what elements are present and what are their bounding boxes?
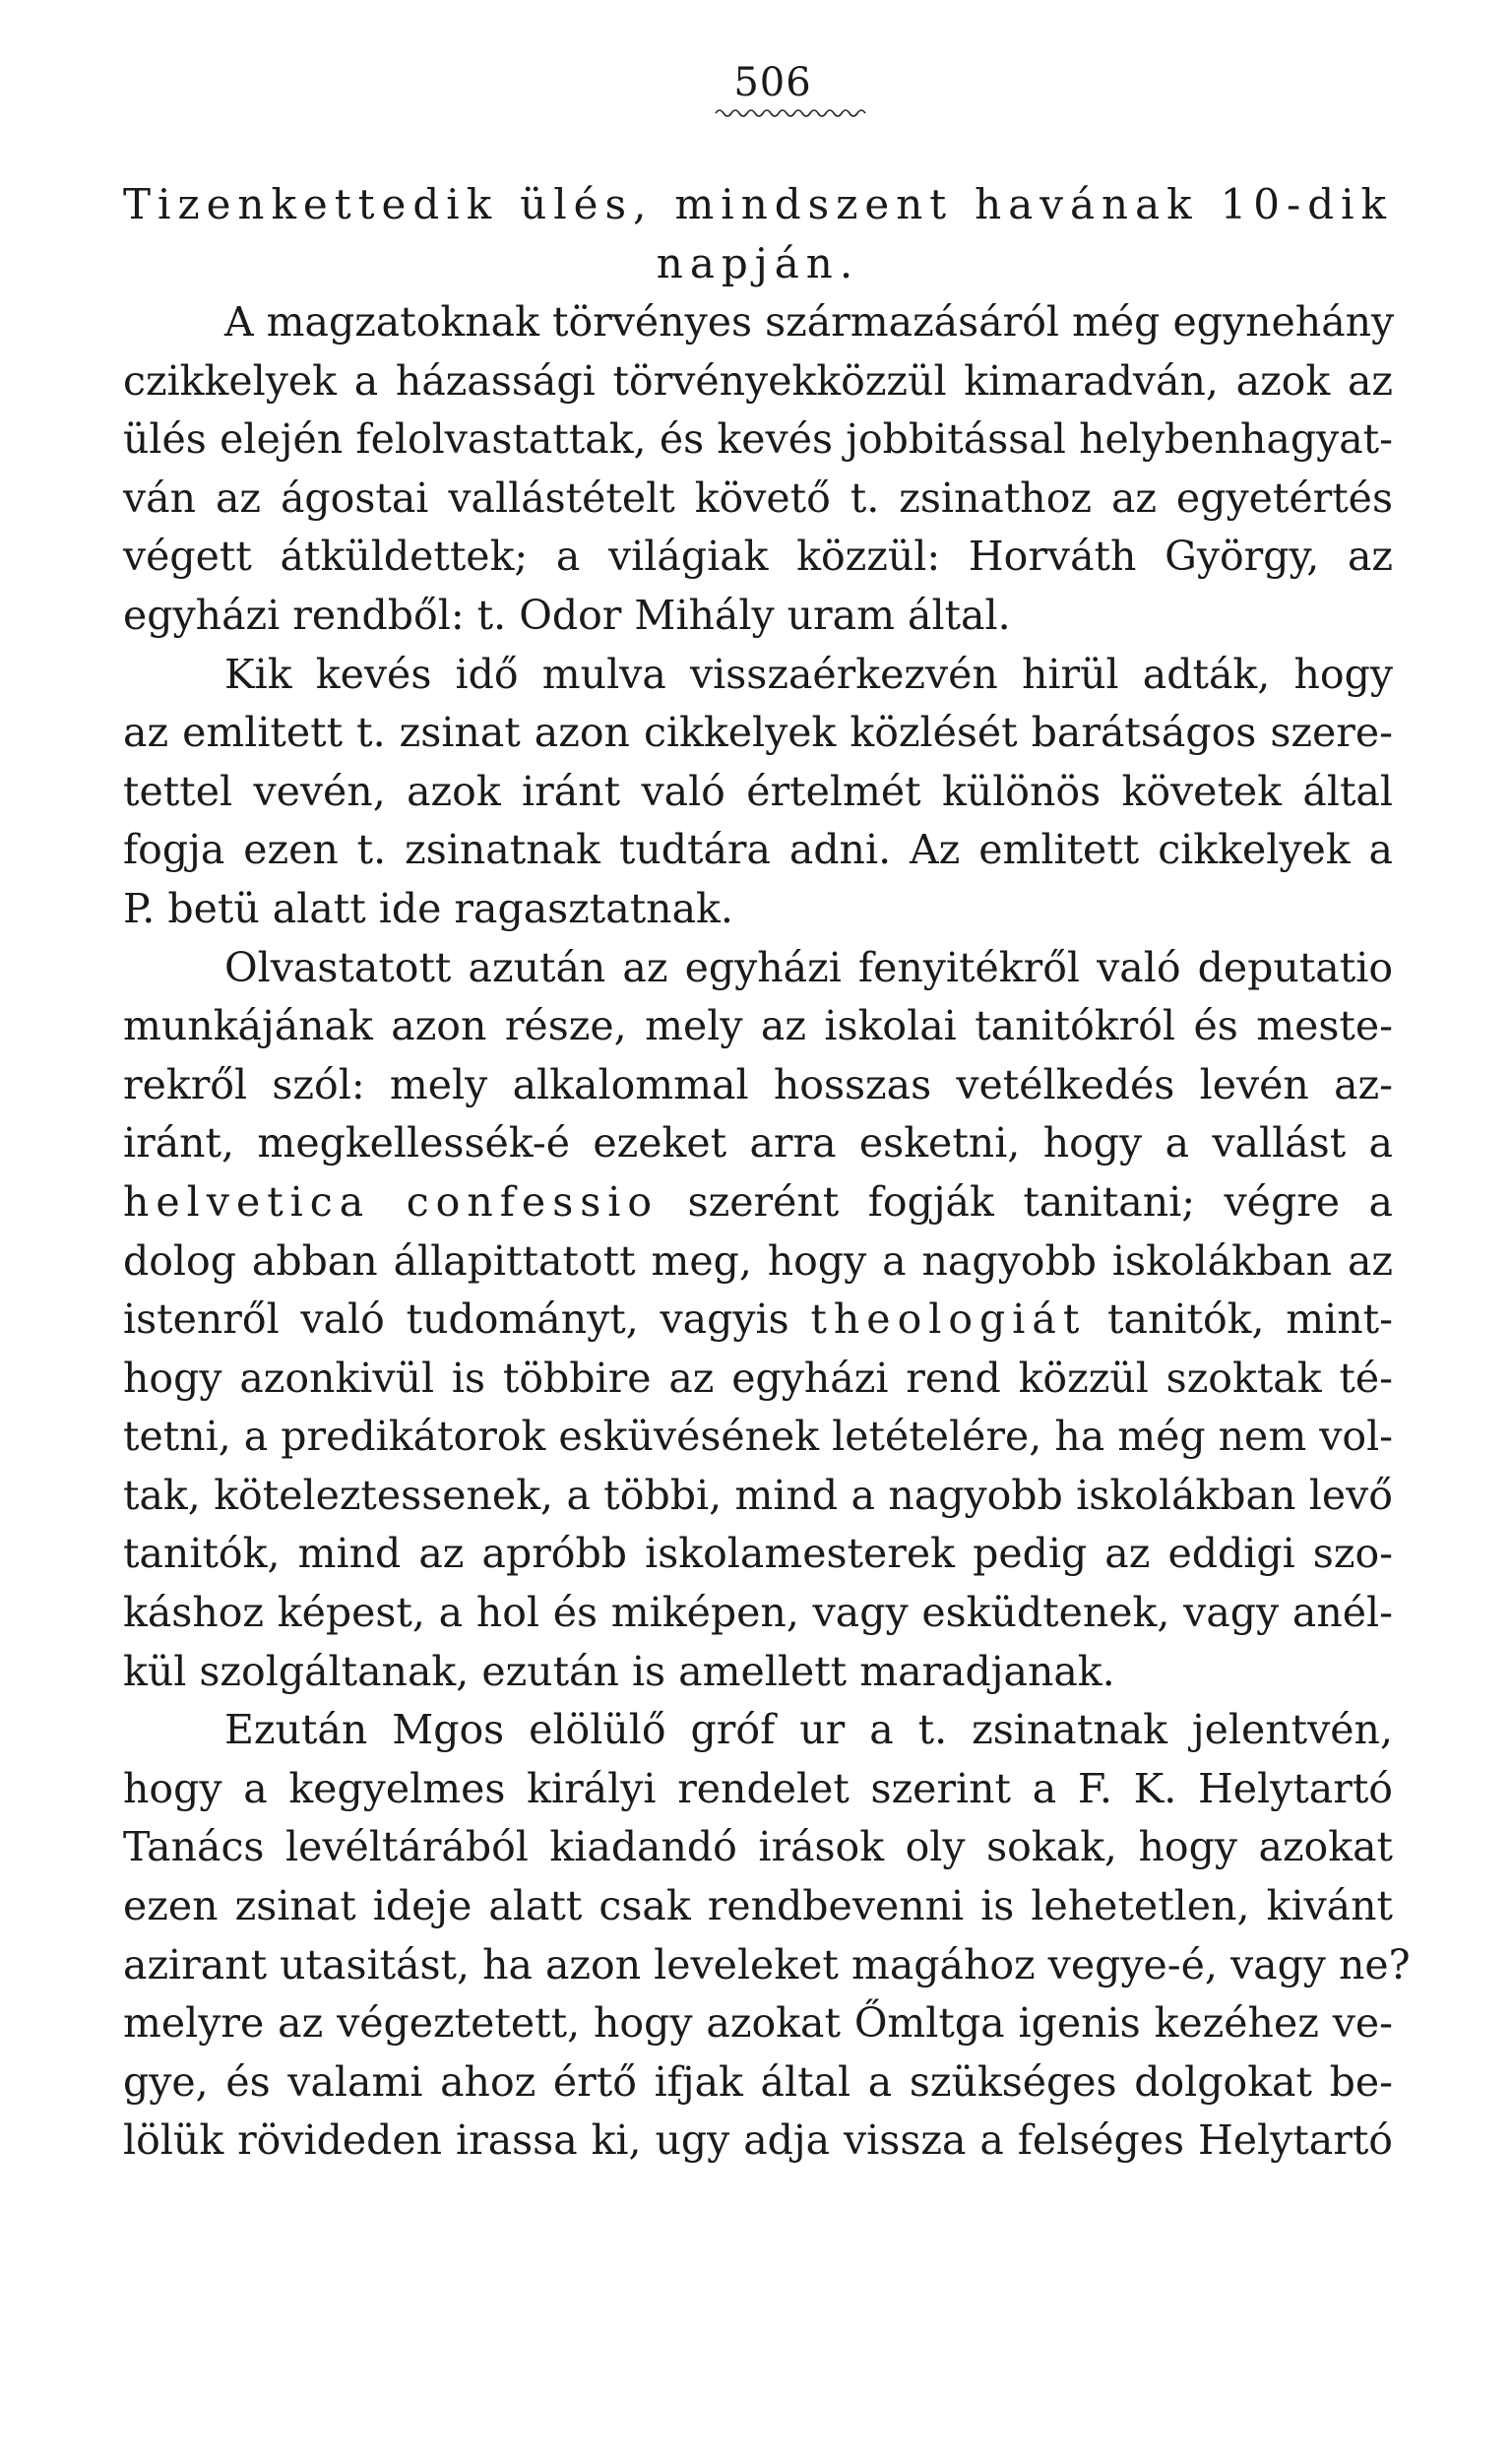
text-line: tetni, a predikátorok esküvésének letételére, ha még nem vol- (123, 1413, 1394, 1461)
text-line: egyházi rendből: t. Odor Mihály uram által. (123, 591, 1011, 639)
heading-line-1: Tizenkettedik ülés, mindszent havának 10-dik (123, 180, 1393, 228)
paragraph (123, 646, 1393, 939)
body-text (123, 293, 1411, 2171)
text-line: Ezután Mgos elölülő gróf ur a t. zsinatnak jelentvén, (224, 1706, 1393, 1754)
text-line: iránt, megkellessék-é ezeket arra esketni, hogy a vallást a (123, 1119, 1393, 1167)
text-line: munkájának azon része, mely az iskolai tanitókról és meste- (123, 1002, 1393, 1050)
text-line: helvetica confessio szerént fogják tanitani; végre a (123, 1177, 1393, 1226)
text-line: dolog abban állapittatott meg, hogy a nagyobb iskolákban az (123, 1236, 1393, 1285)
text-line: tanitók, mind az apróbb iskolamesterek pedig az eddigi szo- (123, 1530, 1393, 1578)
page-number: 506 (733, 60, 812, 105)
text-line: ván az ágostai vallástételt követő t. zsinathoz az egyetértés (123, 473, 1393, 522)
text-line: fogja ezen t. zsinatnak tudtára adni. Az emlitett cikkelyek a (123, 826, 1393, 874)
text-line: azirant utasitást, ha azon leveleket magához vegye-é, vagy ne? (123, 1940, 1411, 1988)
text-line: ülés elején felolvastattak, és kevés jobbitással helybenhagyat- (123, 415, 1393, 464)
text-line: Tanács levéltárából kiadandó irások oly sokak, hogy azokat (123, 1823, 1393, 1871)
paragraph (123, 293, 1393, 646)
text-line: káshoz képest, a hol és miképen, vagy esküdtenek, vagy anél- (123, 1589, 1393, 1637)
session-heading (123, 175, 1393, 293)
text-line: lölük rövideden irassa ki, ugy adja vissza a felséges Helytartó (123, 2116, 1393, 2165)
paragraph (123, 1701, 1411, 2171)
text-line: tak, köteleztessenek, a többi, mind a nagyobb iskolákban levő (123, 1471, 1393, 1519)
heading-line-2: napján. (656, 239, 860, 287)
text-line: gye, és valami ahoz értő ifjak által a szükséges dolgokat be- (123, 2057, 1393, 2106)
text-line: tettel vevén, azok iránt való értelmét különös követek által (123, 767, 1393, 815)
emphasized-text: theologiát (810, 1295, 1087, 1344)
emphasized-text: helvetica confessio (123, 1177, 660, 1226)
text-line: rekről szól: mely alkalommal hosszas vetélkedés levén az- (123, 1060, 1393, 1108)
text-line: hogy azonkivül is többire az egyházi rend közzül szoktak té- (123, 1354, 1393, 1402)
text-line: kül szolgáltanak, ezután is amellett maradjanak. (123, 1647, 1115, 1695)
page (123, 59, 1411, 2171)
text-line: P. betü alatt ide ragasztatnak. (123, 884, 733, 932)
text-line: ezen zsinat ideje alatt csak rendbevenni is lehetetlen, kivánt (123, 1882, 1393, 1930)
text-line: az emlitett t. zsinat azon cikkelyek közlését barátságos szere- (123, 709, 1393, 757)
text-line: végett átküldettek; a világiak közzül: Horváth György, az (123, 533, 1393, 581)
paragraph (123, 939, 1393, 1702)
text-line: hogy a kegyelmes királyi rendelet szerint a F. K. Helytartó (123, 1764, 1393, 1812)
text-line: melyre az végeztetett, hogy azokat Őmltga igenis kezéhez ve- (123, 1999, 1393, 2048)
text-line: A magzatoknak törvényes származásáról még egynehány (224, 298, 1395, 346)
text-line: Kik kevés idő mulva visszaérkezvén hirül adták, hogy (224, 650, 1393, 698)
text-line: Olvastatott azután az egyházi fenyitékről való deputatio (224, 943, 1393, 991)
text-line: czikkelyek a házassági törvényekközzül kimaradván, azok az (123, 356, 1393, 405)
text-line: istenről való tudományt, vagyis theologiát tanitók, mint- (123, 1295, 1393, 1344)
wavy-underline-icon (714, 106, 871, 120)
